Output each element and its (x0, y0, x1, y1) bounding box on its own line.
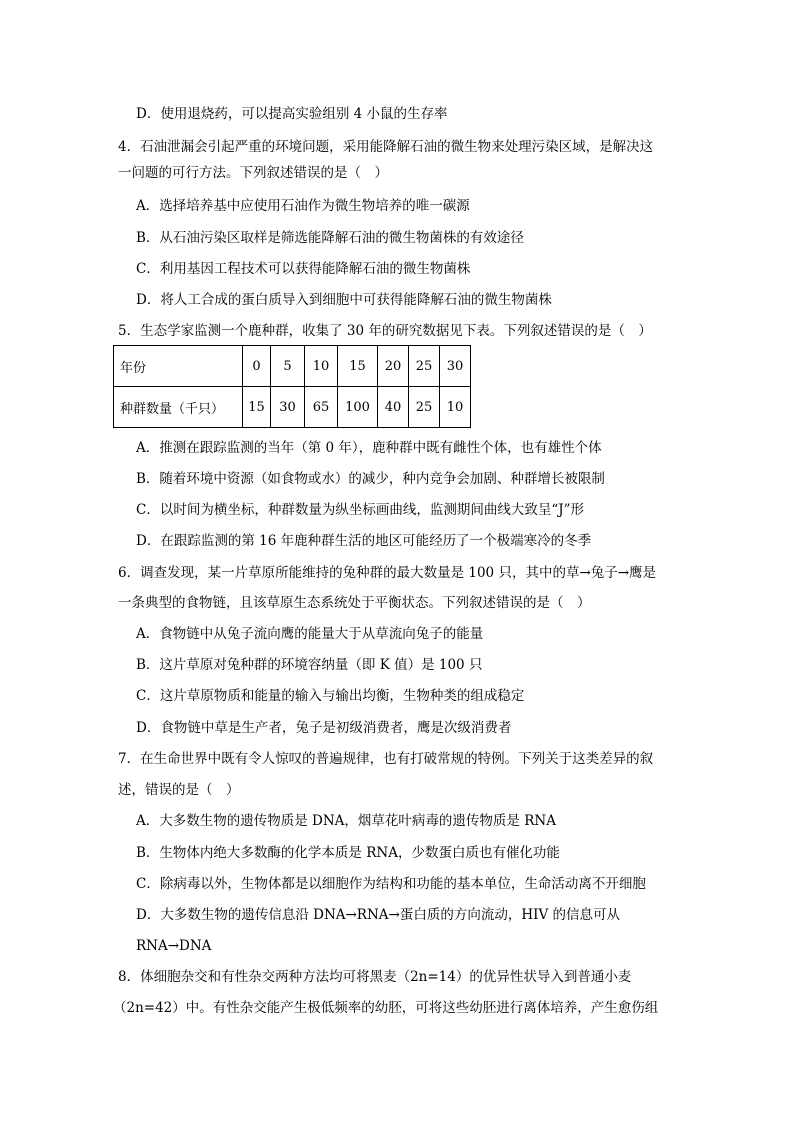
table-cell-year: 30 (440, 346, 471, 387)
table-header-count: 种群数量（千只） (114, 387, 243, 428)
q7-option-d-line1: D．大多数生物的遗传信息沿 DNA→RNA→蛋白质的方向流动，HIV 的信息可从 (136, 907, 620, 923)
q4-option-b: B．从石油污染区取样是筛选能降解石油的微生物菌株的有效途径 (136, 230, 524, 246)
q5-option-b: B．随着环境中资源（如食物或水）的减少，种内竞争会加剧、种群增长被限制 (136, 471, 605, 487)
table-header-year: 年份 (114, 346, 243, 387)
q7-option-a: A．大多数生物的遗传物质是 DNA，烟草花叶病毒的遗传物质是 RNA (136, 813, 556, 829)
table-cell-year: 0 (243, 346, 271, 387)
q6-stem-line1: 6．调查发现，某一片草原所能维持的兔种群的最大数量是 100 只，其中的草→兔子→鹰是 (118, 565, 657, 581)
table-row-counts (114, 387, 471, 428)
q8-stem-line1: 8．体细胞杂交和有性杂交两种方法均可将黑麦（2n=14）的优异性状导入到普通小麦 (118, 969, 632, 985)
table-cell-count: 15 (243, 387, 271, 428)
q6-option-c: C．这片草原物质和能量的输入与输出均衡，生物种类的组成稳定 (136, 688, 525, 704)
q7-stem-line2: 述，错误的是（ ） (118, 782, 240, 798)
q6-option-d: D．食物链中草是生产者，兔子是初级消费者，鹰是次级消费者 (136, 720, 512, 736)
q4-option-a: A．选择培养基中应使用石油作为微生物培养的唯一碳源 (136, 198, 470, 214)
deer-population-table (113, 345, 471, 428)
q4-stem-line2: 一问题的可行方法。下列叙述错误的是（ ） (118, 165, 388, 181)
table-cell-count: 40 (378, 387, 409, 428)
table-cell-count: 25 (409, 387, 440, 428)
q3-option-d: D．使用退烧药，可以提高实验组别 4 小鼠的生存率 (136, 106, 448, 122)
q6-option-a: A．食物链中从兔子流向鹰的能量大于从草流向兔子的能量 (136, 626, 484, 642)
q4-stem-line1: 4．石油泄漏会引起严重的环境问题，采用能降解石油的微生物来处理污染区域，是解决这 (118, 139, 654, 155)
table-cell-count: 30 (271, 387, 305, 428)
table-cell-year: 15 (338, 346, 378, 387)
q6-stem-line2: 一条典型的食物链，且该草原生态系统处于平衡状态。下列叙述错误的是（ ） (118, 595, 591, 611)
table-cell-year: 20 (378, 346, 409, 387)
q6-option-b: B．这片草原对兔种群的环境容纳量（即 K 值）是 100 只 (136, 657, 483, 673)
table-cell-count: 65 (305, 387, 338, 428)
q7-option-d-line2: RNA→DNA (136, 938, 212, 954)
q7-option-c: C．除病毒以外，生物体都是以细胞作为结构和功能的基本单位，生命活动离不开细胞 (136, 876, 646, 892)
table-cell-count: 100 (338, 387, 378, 428)
table-cell-year: 10 (305, 346, 338, 387)
q4-option-c: C．利用基因工程技术可以获得能降解石油的微生物菌株 (136, 261, 471, 277)
q8-stem-line2: （2n=42）中。有性杂交能产生极低频率的幼胚，可将这些幼胚进行离体培养，产生愈伤组 (113, 1000, 659, 1016)
table-cell-year: 5 (271, 346, 305, 387)
q4-option-d: D．将人工合成的蛋白质导入到细胞中可获得能降解石油的微生物菌株 (136, 292, 552, 308)
table-row-years (114, 346, 471, 387)
q5-option-c: C．以时间为横坐标，种群数量为纵坐标画曲线，监测期间曲线大致呈“J”形 (136, 502, 585, 518)
q7-option-b: B．生物体内绝大多数酶的化学本质是 RNA，少数蛋白质也有催化功能 (136, 845, 560, 861)
table-cell-count: 10 (440, 387, 471, 428)
q5-option-a: A．推测在跟踪监测的当年（第 0 年），鹿种群中既有雌性个体，也有雄性个体 (136, 440, 602, 456)
q7-stem-line1: 7．在生命世界中既有令人惊叹的普遍规律，也有打破常规的特例。下列关于这类差异的叙 (118, 751, 654, 767)
table-cell-year: 25 (409, 346, 440, 387)
q5-stem-line1: 5．生态学家监测一个鹿种群，收集了 30 年的研究数据见下表。下列叙述错误的是（ ） (118, 323, 652, 339)
q5-option-d: D．在跟踪监测的第 16 年鹿种群生活的地区可能经历了一个极端寒冷的冬季 (136, 533, 592, 549)
